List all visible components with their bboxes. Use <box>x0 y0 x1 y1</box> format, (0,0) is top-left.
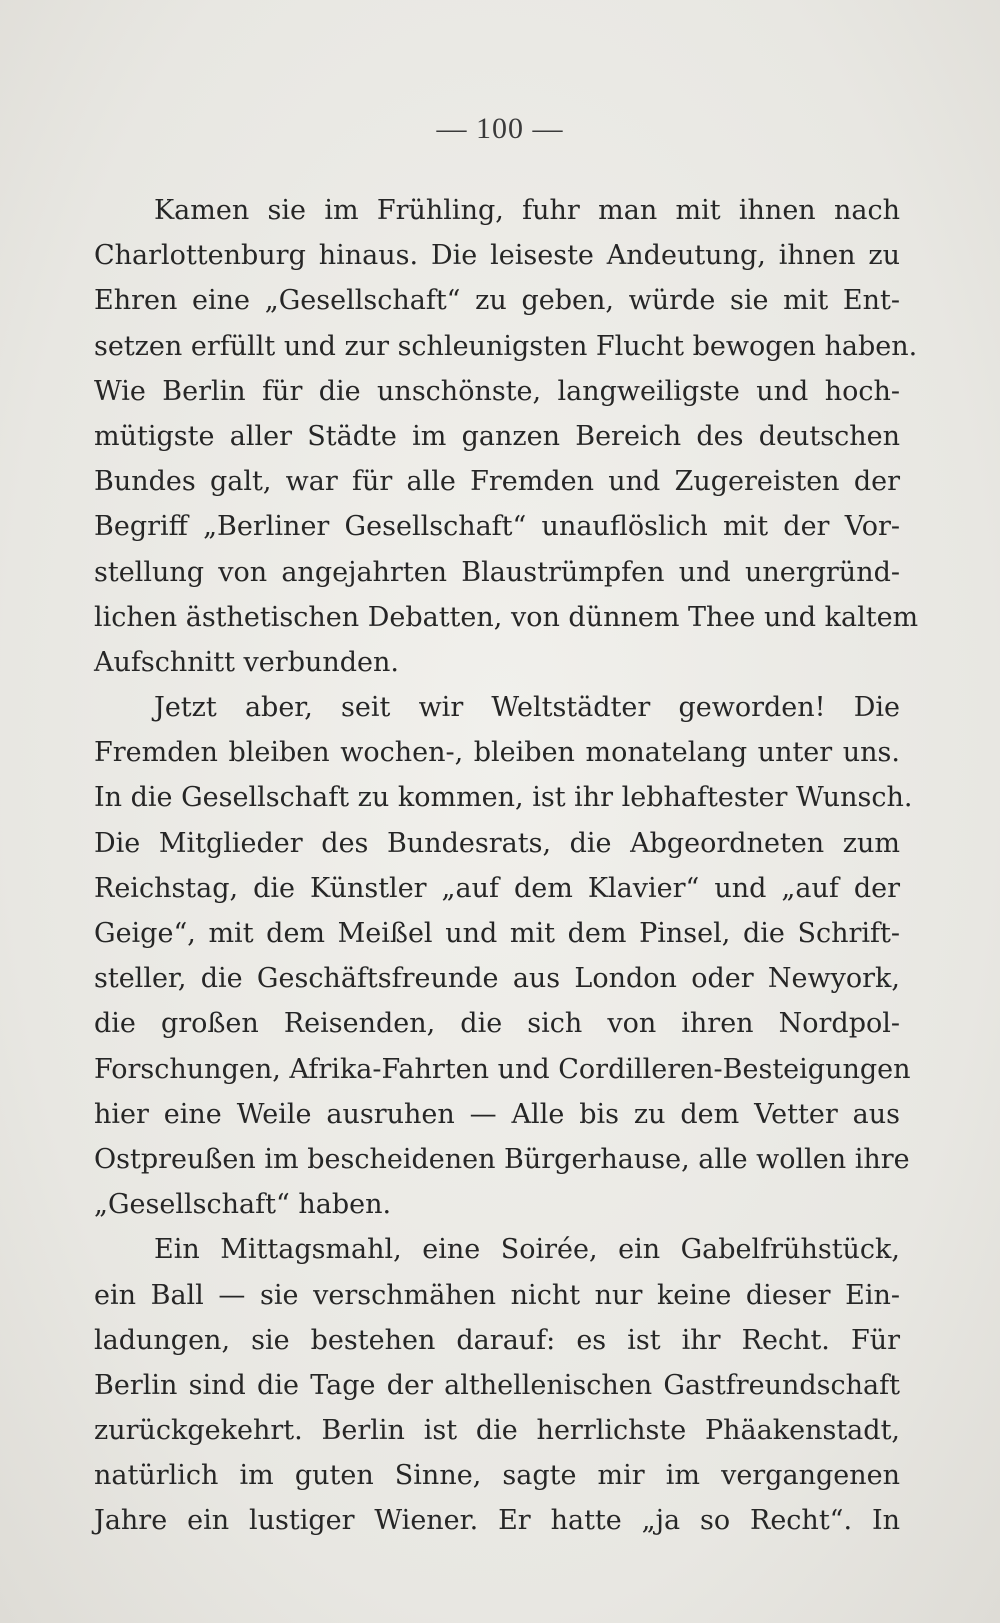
text-line: Reichstag, die Künstler „auf dem Klavier“ und „auf der <box>94 872 900 904</box>
text-line: natürlich im guten Sinne, sagte mir im vergangenen <box>94 1460 900 1492</box>
text-line: Ostpreußen im bescheidenen Bürgerhause, alle wollen ihre <box>94 1143 910 1175</box>
text-line: stellung von angejahrten Blaustrümpfen und unergründ- <box>94 556 900 588</box>
page-number: — 100 — <box>436 112 564 145</box>
text-line: ladungen, sie bestehen darauf: es ist ihr Recht. Für <box>94 1324 900 1356</box>
text-line: Ein Mittagsmahl, eine Soirée, ein Gabelfrühstück, <box>154 1234 900 1266</box>
text-line: Berlin sind die Tage der althellenischen Gastfreundschaft <box>94 1369 900 1401</box>
text-line: In die Gesellschaft zu kommen, ist ihr lebhaftester Wunsch. <box>94 782 913 814</box>
text-line: die großen Reisenden, die sich von ihren Nordpol- <box>94 1008 900 1040</box>
text-line: setzen erfüllt und zur schleunigsten Flucht bewogen haben. <box>94 330 918 362</box>
text-line: „Gesellschaft“ haben. <box>94 1189 392 1221</box>
text-line: zurückgekehrt. Berlin ist die herrlichste Phäakenstadt, <box>94 1415 900 1447</box>
text-line: Charlottenburg hinaus. Die leiseste Andeutung, ihnen zu <box>94 240 900 272</box>
text-line: Forschungen, Afrika-Fahrten und Cordilleren-Besteigungen <box>94 1053 911 1085</box>
text-line: mütigste aller Städte im ganzen Bereich des deutschen <box>94 420 900 452</box>
text-line: Bundes galt, war für alle Fremden und Zugereisten der <box>94 466 900 498</box>
text-line: Die Mitglieder des Bundesrats, die Abgeordneten zum <box>94 827 900 859</box>
text-line: Jetzt aber, seit wir Weltstädter geworden! Die <box>154 692 900 724</box>
text-line: Fremden bleiben wochen-, bleiben monatelang unter uns. <box>94 737 900 769</box>
text-line: lichen ästhetischen Debatten, von dünnem Thee und kaltem <box>94 601 919 633</box>
text-line: Ehren eine „Gesellschaft“ zu geben, würde sie mit Ent- <box>94 285 900 317</box>
text-line: Aufschnitt verbunden. <box>94 646 399 678</box>
text-line: ein Ball — sie verschmähen nicht nur keine dieser Ein- <box>94 1279 900 1311</box>
text-line: Begriff „Berliner Gesellschaft“ unauflöslich mit der Vor- <box>94 511 900 543</box>
text-line: Geige“, mit dem Meißel und mit dem Pinsel, die Schrift- <box>94 918 900 949</box>
text-line: Kamen sie im Frühling, fuhr man mit ihnen nach <box>154 195 900 226</box>
text-line: Jahre ein lustiger Wiener. Er hatte „ja so Recht“. In <box>94 1505 900 1537</box>
body-text <box>94 188 919 1544</box>
text-line: hier eine Weile ausruhen — Alle bis zu dem Vetter aus <box>94 1098 900 1130</box>
text-line: steller, die Geschäftsfreunde aus London oder Newyork, <box>94 963 900 995</box>
text-line: Wie Berlin für die unschönste, langweiligste und hoch- <box>94 375 900 407</box>
